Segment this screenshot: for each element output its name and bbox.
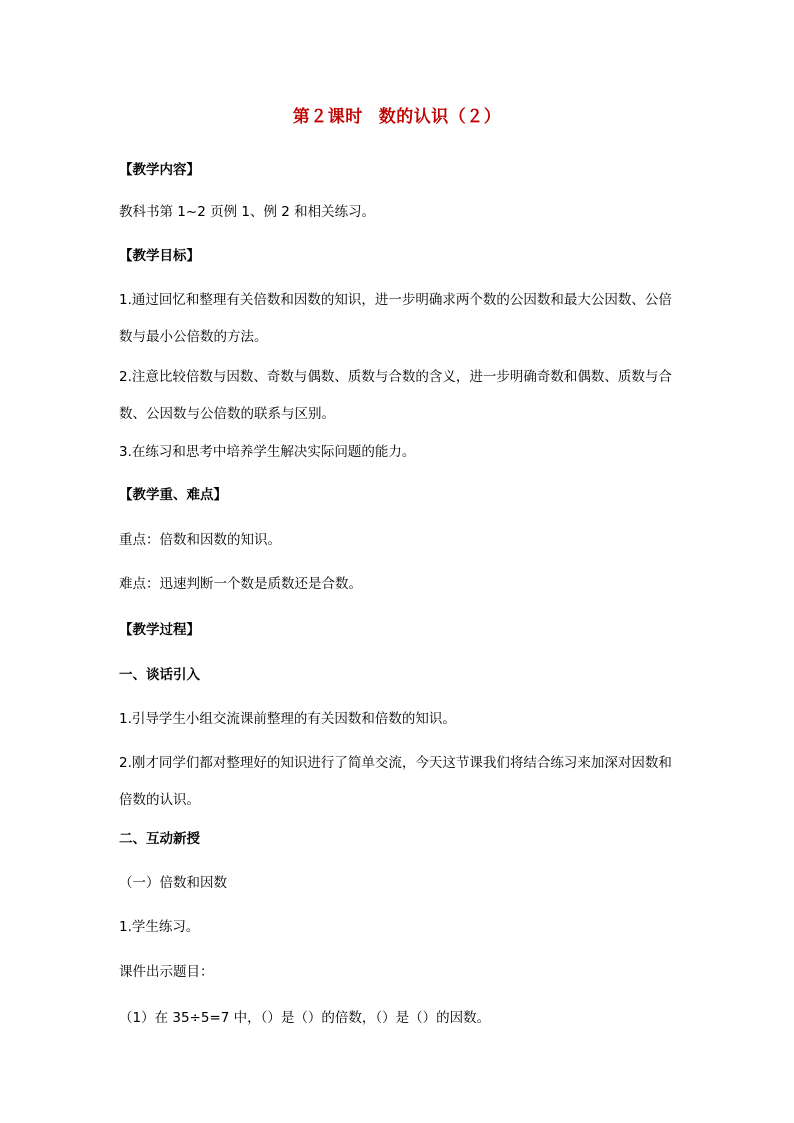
part2-subheading-1: （一）倍数和因数 — [119, 875, 227, 891]
goals-heading: 【教学目标】 — [119, 248, 200, 264]
courseware-label: 课件出示题目： — [119, 964, 214, 980]
key-heading: 【教学重、难点】 — [119, 487, 227, 503]
difficult-point: 难点：迅速判断一个数是质数还是合数。 — [119, 576, 362, 592]
lesson-name: 数的认识（２） — [378, 107, 502, 127]
part1-item-2: 2.刚才同学们都对整理好的知识进行了简单交流，今天这节课我们将结合练习来加深对因数和倍数的认识。 — [119, 755, 672, 808]
page-title — [0, 102, 794, 127]
lesson-number: 第２课时 — [292, 107, 363, 127]
part1-heading: 一、谈话引入 — [119, 667, 200, 683]
part1-item-1: 1.引导学生小组交流课前整理的有关因数和倍数的知识。 — [119, 711, 456, 727]
part2-heading: 二、互动新授 — [119, 831, 200, 847]
content-text: 教科书第 1~2 页例 1、例 2 和相关练习。 — [119, 204, 376, 220]
key-point: 重点：倍数和因数的知识。 — [119, 532, 281, 548]
goal-3: 3.在练习和思考中培养学生解决实际问题的能力。 — [119, 444, 416, 460]
process-heading: 【教学过程】 — [119, 622, 200, 638]
content-heading: 【教学内容】 — [119, 162, 200, 178]
part2-item-1: 1.学生练习。 — [119, 919, 200, 935]
goal-2: 2.注意比较倍数与因数、奇数与偶数、质数与合数的含义，进一步明确奇数和偶数、质数与合数、公因数与公倍数的联系与区别。 — [119, 369, 672, 422]
question-1: （1）在 35÷5=7 中，（）是（）的倍数，（）是（）的因数。 — [119, 1010, 491, 1026]
goal-1: 1.通过回忆和整理有关倍数和因数的知识，进一步明确求两个数的公因数和最大公因数、公倍数与最小公倍数的方法。 — [119, 292, 672, 345]
